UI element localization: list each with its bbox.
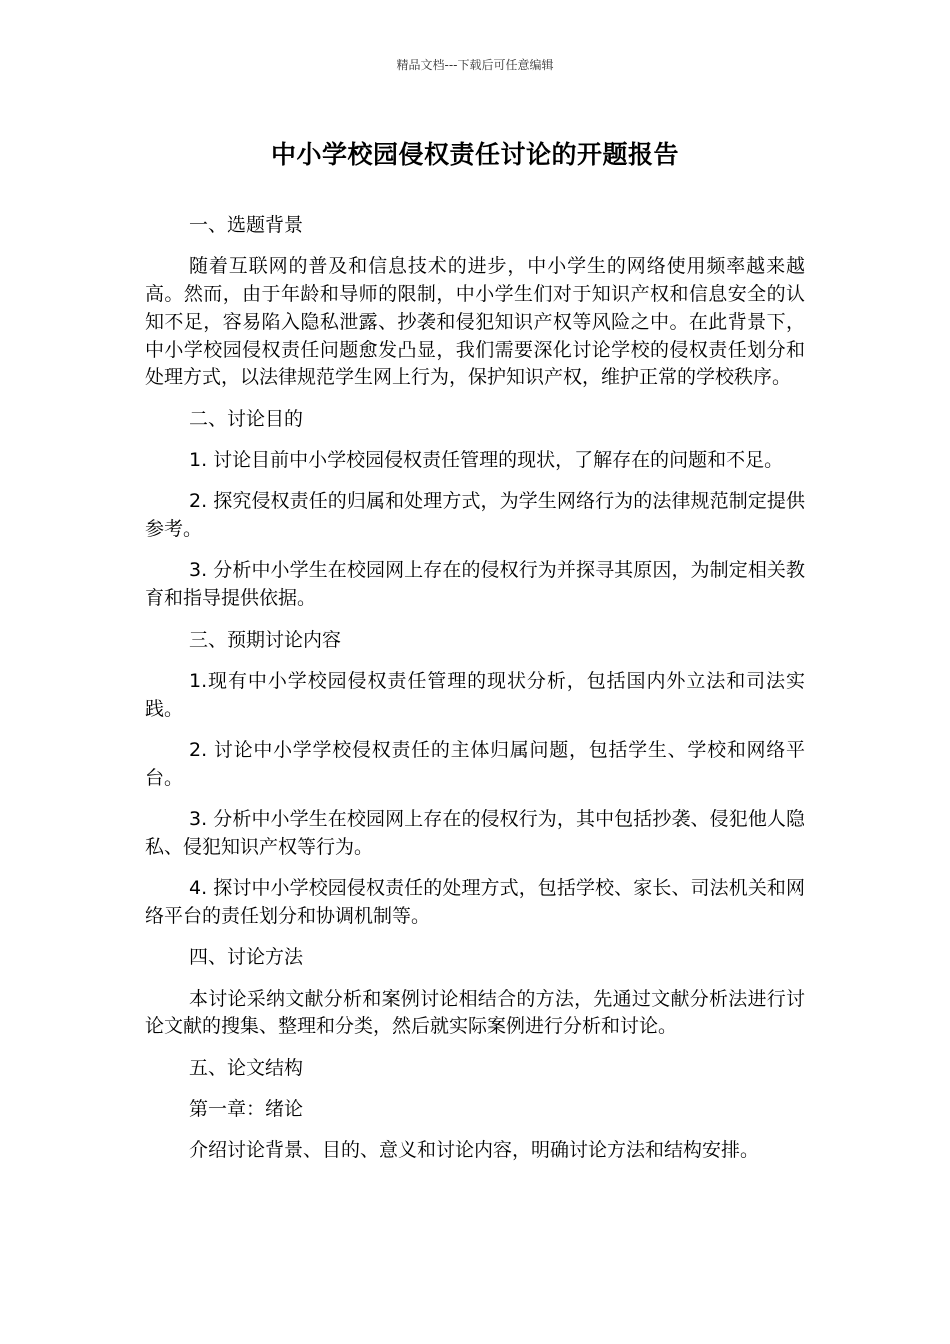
section-heading-structure: 五、论文结构 — [189, 1056, 304, 1079]
section-heading-expected-content: 三、预期讨论内容 — [189, 628, 342, 651]
purpose-item-2: 2. 探究侵权责任的归属和处理方式，为学生网络行为的法律规范制定提供参考。 — [145, 490, 805, 541]
content-item-4: 4. 探讨中小学校园侵权责任的处理方式，包括学校、家长、司法机关和网络平台的责任划分和协调机制等。 — [145, 877, 805, 927]
purpose-item-1: 1. 讨论目前中小学校园侵权责任管理的现状，了解存在的问题和不足。 — [189, 449, 784, 472]
content-item-2: 2. 讨论中小学学校侵权责任的主体归属问题，包括学生、学校和网络平台。 — [145, 738, 805, 789]
chapter-1-description: 介绍讨论背景、目的、意义和讨论内容，明确讨论方法和结构安排。 — [189, 1139, 760, 1162]
content-item-1: 1.现有中小学校园侵权责任管理的现状分析，包括国内外立法和司法实践。 — [145, 669, 805, 720]
header-watermark: 精品文档---下载后可任意编辑 — [396, 58, 554, 72]
section-heading-background: 一、选题背景 — [189, 214, 304, 236]
purpose-item-3: 3. 分析中小学生在校园网上存在的侵权行为并探寻其原因，为制定相关教育和指导提供依据。 — [145, 559, 805, 610]
section-heading-purpose: 二、讨论目的 — [189, 407, 304, 430]
content-item-3: 3. 分析中小学生在校园网上存在的侵权行为，其中包括抄袭、侵犯他人隐私、侵犯知识产权等行为。 — [145, 808, 805, 858]
paragraph-background: 随着互联网的普及和信息技术的进步，中小学生的网络使用频率越来越高。然而，由于年龄和导师的限制，中小学生们对于知识产权和信息安全的认知不足，容易陷入隐私泄露、抄袭和侵犯知识产权等风险之中。在此背景下，中小学校园侵权责任问题愈发凸显，我们需要深化讨论学校的侵权责任划分和处理方式，以法律规范学生网上行为，保护知识产权，维护正常的学校秩序。 — [145, 255, 805, 389]
section-heading-method: 四、讨论方法 — [189, 946, 304, 969]
document-title: 中小学校园侵权责任讨论的开题报告 — [270, 140, 679, 169]
document-body — [145, 212, 805, 1179]
paragraph-method: 本讨论采纳文献分析和案例讨论相结合的方法，先通过文献分析法进行讨论文献的搜集、整理和分类，然后就实际案例进行分析和讨论。 — [145, 987, 805, 1038]
chapter-1-heading: 第一章：绪论 — [189, 1097, 304, 1120]
